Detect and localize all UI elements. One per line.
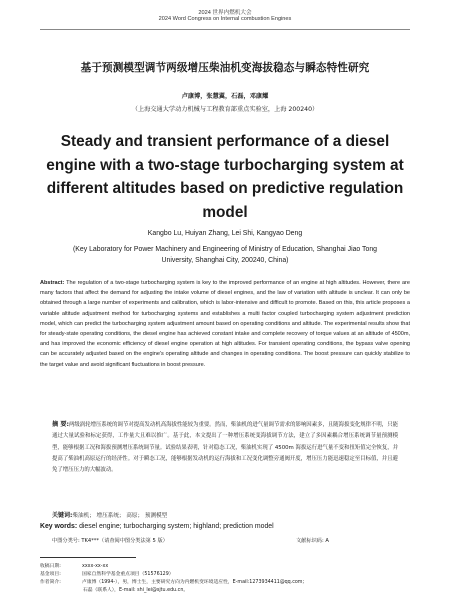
document-code: 文献标识码: A <box>296 538 329 544</box>
footnote-received <box>40 563 410 570</box>
english-abstract <box>40 278 410 370</box>
header-divider <box>40 29 410 30</box>
clc-number: 中图分类号: TK4***（请查阅中图分类法第 5 版） <box>52 538 168 544</box>
chinese-keywords <box>52 510 398 519</box>
english-keywords-text: diesel engine; turbocharging system; highland; prediction model <box>77 523 274 530</box>
footnote-fund <box>40 571 410 578</box>
chinese-abstract <box>52 419 398 476</box>
fund-label: 基金项目: <box>40 572 61 577</box>
classification-line <box>52 537 398 544</box>
footnote-divider <box>40 557 136 558</box>
abstract-label: Abstract: <box>40 280 65 286</box>
english-keywords <box>40 523 410 530</box>
chinese-affiliation: （上海交通大学动力机械与工程教育部重点实验室，上海 200240） <box>131 106 319 113</box>
author-label: 作者简介: <box>40 580 61 585</box>
english-affiliation: (Key Laboratory for Power Machinery and Engineering of Ministry of Education, Shanghai Jiao Tong University, Shanghai City, 200240, China) <box>73 246 377 264</box>
conference-name-cn: 2024 世界内燃机大会 <box>198 10 252 16</box>
abstract-text: The regulation of a two-stage turbocharging system is key to the improved performance of an engine at high altitudes. However, there are many factors that affect the demand for adjusting the intake volume of diesel engines, and the law of variation with altitude is unclear. It can only be obtained through a large number of experiments and calibration, which is labor-intensive and difficult to promote. Based on this, this article proposes a variable altitude adjustment method for turbocharging systems and establishes a multi factor coupled turbocharging system adjustment prediction model, which can predict the turbocharging system adjustment amount based on operating conditions and altitude. The experimental results show that for steady-state operating conditions, the diesel engine has achieved constant intake and complete recovery of torque values at an altitude of 4500m, and has improved the economic efficiency of diesel engine operation at high altitudes. For transient operating conditions, the bypass valve opening can be accurately adjusted based on the engine's operating altitude and changes in operating conditions. The boost pressure can quickly stabilize to the target value and avoid significant fluctuations in boost pressure. <box>40 280 410 368</box>
chinese-keywords-text: 柴油机； 增压系统； 高原； 预测模型 <box>72 513 168 519</box>
chinese-abstract-text: 两级涡轮增压系统的调节对提高发动机高海拔性能较为重要。然而，柴油机的进气量调节需求的影响因素多，且随海拔变化规律不明，只能通过大量试验和标定获得，工作量大且难以推广。基于此，本文提出了一种增压系统变海拔调节方法，建立了多因素耦合增压系统调节量预测模型，能够根据工况和海拔预测增压系统调节量。试验结果表明，针对稳态工况，柴油机实现了 4500m 海拔运行进气量不变和扭矩值完全恢复，并提高了柴油机高原运行的经济性。对于瞬态工况，能够根据发动机的运行海拔和工况变化调整旁通阀开度，增压压力能迅速稳定至目标值，并且避免了增压压力的大幅波动。 <box>52 422 398 474</box>
conference-name-en: 2024 Word Congress on Internal combustion Engines <box>158 16 292 22</box>
chinese-authors: 卢康博，张慧翼，石磊，邓康耀 <box>181 93 269 100</box>
footnote-contact: 石磊（联系人），E-mail: shi_lei@sjtu.edu.cn。 <box>83 588 189 593</box>
english-keywords-label: Key words: <box>40 523 78 530</box>
english-title: Steady and transient performance of a diesel engine with a two-stage turbocharging system at different altitudes based on predictive regulation model <box>46 133 404 221</box>
chinese-abstract-label: 摘 要: <box>52 421 70 428</box>
author-value: 卢康博（1994-），男，博士生，主要研究方向为内燃机变环境适应性，E-mail:1273934411@qq.com; <box>82 580 305 585</box>
chinese-keywords-label: 关键词: <box>52 512 73 519</box>
chinese-title: 基于预测模型调节两级增压柴油机变海拔稳态与瞬态特性研究 <box>80 62 370 74</box>
fund-value: 国家自然科学基金重点项目（51576129） <box>82 572 174 577</box>
received-label: 收稿日期: <box>40 564 61 569</box>
english-authors: Kangbo Lu, Huiyan Zhang, Lei Shi, Kangyao Deng <box>147 230 303 237</box>
footnote-author <box>40 579 410 586</box>
received-value: xxxx-xx-xx <box>82 564 109 569</box>
